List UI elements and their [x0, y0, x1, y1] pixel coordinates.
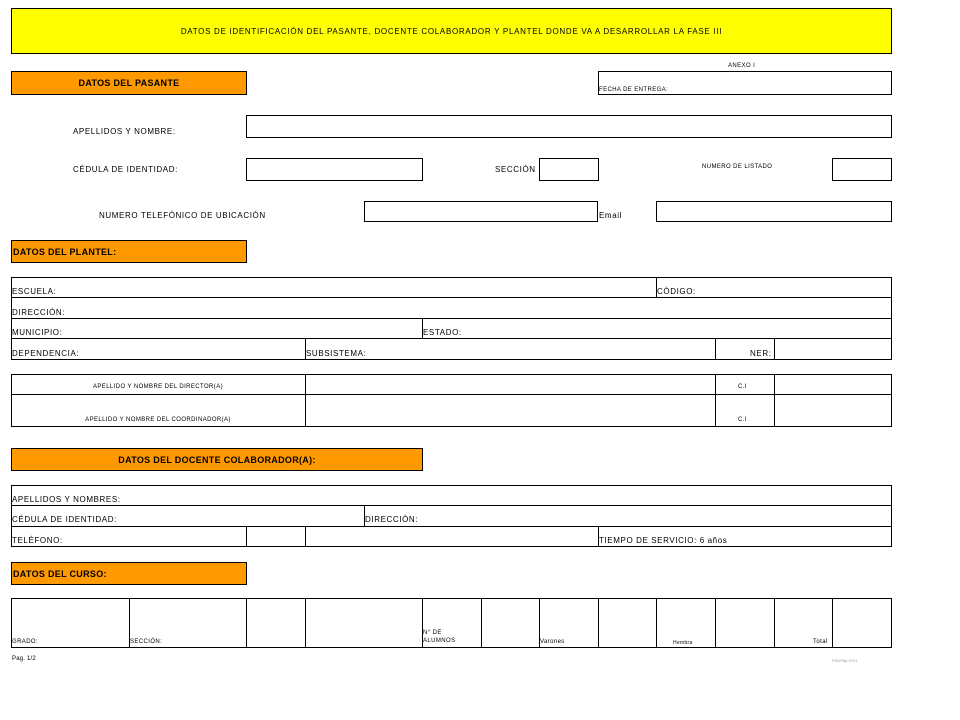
- curso-section-heading: [11, 562, 247, 585]
- code-label: CÓDIGO:: [657, 287, 696, 296]
- pasante-section-label: SECCIÓN: [495, 165, 536, 174]
- docente-row-divider: [11, 526, 892, 527]
- docente-col-divider: [246, 526, 247, 547]
- docente-id-label: CÉDULA DE IDENTIDAD:: [12, 515, 117, 524]
- director-ci-label: C.I: [738, 384, 747, 390]
- curso-col-divider: [715, 598, 716, 648]
- form-title-text: DATOS DE IDENTIFICACIÓN DEL PASANTE, DOCENTE COLABORADOR Y PLANTEL DONDE VA A DESARROLLAR LA FASE III: [180, 26, 723, 36]
- pasante-section-heading: [11, 71, 247, 95]
- form-title: [11, 8, 892, 54]
- docente-heading-text: DATOS DEL DOCENTE COLABORADOR(A):: [118, 454, 316, 465]
- plantel-row-divider: [11, 297, 892, 298]
- students-label: [423, 629, 455, 645]
- delivery-date-label: FECHA DE ENTREGA:: [599, 87, 669, 93]
- curso-col-divider: [481, 598, 482, 648]
- boys-label: Varones: [540, 639, 565, 645]
- curso-heading-text: DATOS DEL CURSO:: [13, 568, 107, 579]
- curso-col-divider: [774, 598, 775, 648]
- pasante-section-field[interactable]: [539, 158, 599, 181]
- coordinator-ci-label: C.I: [738, 417, 747, 423]
- course-section-label: SECCIÓN:: [130, 639, 163, 645]
- pasante-phone-field[interactable]: [364, 201, 598, 222]
- plantel-row-divider: [11, 318, 892, 319]
- director-label: APELLIDO Y NOMBRE DEL DIRECTOR(A): [92, 384, 223, 390]
- students-label-line1: N° DE: [423, 630, 442, 636]
- municipality-label: MUNICIPIO:: [12, 328, 63, 337]
- pasante-phone-label: NUMERO TELEFÓNICO DE UBICACIÓN: [99, 211, 266, 220]
- students-label-line2: ALUMNOS: [423, 638, 456, 644]
- curso-col-divider: [246, 598, 247, 648]
- docente-phone-label: TELÉFONO:: [12, 536, 63, 545]
- curso-col-divider: [598, 598, 599, 648]
- list-number-label: NUMERO DE LISTADO: [702, 164, 773, 170]
- pasante-email-field[interactable]: [656, 201, 892, 222]
- authorities-col-divider: [305, 374, 306, 427]
- pasante-email-label: Email: [599, 211, 623, 220]
- grade-label: GRADO:: [12, 639, 39, 645]
- state-label: ESTADO:: [423, 328, 462, 337]
- pasante-id-field[interactable]: [246, 158, 423, 181]
- authorities-col-divider: [774, 374, 775, 427]
- service-time-label: TIEMPO DE SERVICIO: 6 años: [599, 536, 728, 545]
- pasante-id-label: CÉDULA DE IDENTIDAD:: [73, 165, 178, 174]
- curso-col-divider: [656, 598, 657, 648]
- docente-section-heading: [11, 448, 423, 471]
- docente-names-label: APELLIDOS Y NOMBRES:: [12, 495, 121, 504]
- plantel-section-heading: [11, 240, 247, 263]
- curso-col-divider: [832, 598, 833, 648]
- coordinator-label: APELLIDO Y NOMBRE DEL COORDINADOR(A): [85, 417, 231, 423]
- pasante-name-label: APELLIDOS Y NOMBRE:: [73, 127, 176, 136]
- dependency-label: DEPENDENCIA:: [12, 349, 80, 358]
- plantel-row-divider: [11, 338, 892, 339]
- plantel-address-label: DIRECCIÓN:: [12, 308, 66, 317]
- pasante-heading-text: DATOS DEL PASANTE: [78, 78, 180, 88]
- subsystem-label: SUBSISTEMA:: [306, 349, 367, 358]
- annex-label: ANEXO I: [728, 63, 756, 69]
- document-code: FDDPAp-0701: [832, 658, 858, 663]
- authorities-col-divider: [715, 374, 716, 427]
- ner-label: NER:: [750, 349, 772, 358]
- list-number-field[interactable]: [832, 158, 892, 181]
- total-label: Total: [813, 639, 828, 645]
- plantel-heading-text: DATOS DEL PLANTEL:: [13, 246, 117, 257]
- school-label: ESCUELA:: [12, 287, 57, 296]
- authorities-row-divider: [11, 394, 892, 395]
- docente-table: [11, 485, 892, 547]
- page-number: Pag. 1/2: [12, 656, 36, 662]
- docente-col-divider: [305, 526, 306, 547]
- docente-address-label: DIRECCIÓN:: [365, 515, 419, 524]
- girls-label: Hembra: [673, 640, 693, 646]
- pasante-name-field[interactable]: [246, 115, 892, 138]
- plantel-col-divider: [715, 338, 716, 360]
- plantel-col-divider: [774, 338, 775, 360]
- docente-row-divider: [11, 505, 892, 506]
- curso-col-divider: [305, 598, 306, 648]
